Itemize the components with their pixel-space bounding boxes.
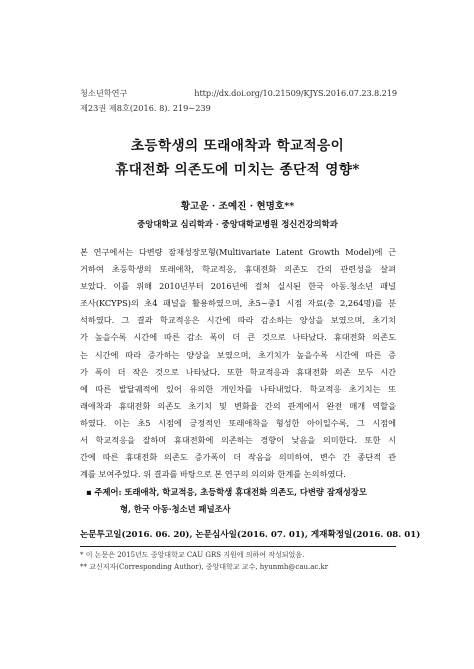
abstract-line: 가 폭이 더 작은 것으로 나타났다. 또한 학교적응과 휴대전화 의존 모두 시간 (80, 366, 396, 377)
abstract-line: 가 높을수록 시간에 따른 감소 폭이 더 큰 것으로 나타났다. 휴대전화 의존도 (80, 332, 396, 343)
affiliation: 중앙대학교 심리학과 · 중앙대학교병원 정신건강의학과 (137, 219, 338, 229)
title-line-2: 휴대전화 의존도에 미치는 종단적 영향* (115, 162, 360, 178)
abstract-line: 에 따른 발달궤적에 있어 유의한 개인차를 나타내었다. 학교적응 초기치는 또 (80, 383, 396, 394)
abstract-line: 서 학교적응을 잘하며 휴대전화에 의존하는 경향이 낮음을 의미한다. 또한 시 (80, 435, 396, 446)
abstract-line: 조사(KCYPS)의 초4 패널을 활용하였으며, 초5~중1 시점 자료(총 2,264명)를 분 (80, 298, 396, 309)
footnote-corresponding-author: ** 교신저자(Corresponding Author), 중앙대학교 교수, hyunmh@cau.ac.kr (80, 563, 329, 571)
keywords (86, 484, 398, 518)
footnote-divider (80, 546, 396, 547)
abstract-line: 석하였다. 그 결과 학교적응은 시간에 따라 감소하는 양상을 보였으며, 초기치 (80, 315, 396, 326)
journal-name: 청소년학연구 (80, 88, 128, 98)
abstract-line: 는 시간에 따라 증가하는 양상을 보였으며, 초기치가 높을수록 시간에 따른 증 (80, 349, 396, 360)
abstract-line: 거하여 초등학생의 또래애착, 학교적응, 휴대전화 의존도 간의 관련성을 살펴 (80, 264, 396, 275)
keywords-line-2: 형, 한국 아동·청소년 패널조사 (120, 504, 231, 514)
title-line-1: 초등학생의 또래애착과 학교적응이 (130, 138, 345, 154)
abstract-line: 간에 따른 휴대전화 의존도 증가폭이 더 작음을 의미하여, 변수 간 종단적 관 (80, 452, 396, 463)
submission-dates: 논문투고일(2016. 06. 20), 논문심사일(2016. 07. 01), 게재확정일(2016. 08. 01) (80, 530, 421, 540)
abstract-line: 하였다. 이는 초5 시점에 긍정적인 또래애착을 형성한 아이일수록, 그 시점에 (80, 417, 396, 428)
authors: 황고운 · 조예진 · 현명호** (180, 201, 295, 212)
keywords-line-1: ▪ 주제어: 또래애착, 학교적응, 초등학생 휴대전화 의존도, 다변량 잠재성장모 (86, 487, 367, 497)
abstract-line: 계를 보여주었다. 위 결과를 바탕으로 본 연구의 의의와 한계를 논의하였다. (80, 469, 346, 480)
abstract (80, 244, 396, 483)
doi-link[interactable]: http://dx.doi.org/10.21509/KJYS.2016.07.23.8.219 (194, 88, 397, 98)
footnote-funding: * 이 논문은 2015년도 중앙대학교 CAU GRS 지원에 의하여 작성되었음. (80, 551, 305, 559)
abstract-line: 본 연구에서는 다변량 잠재성장모형(Multivariate Latent Growth Model)에 근 (80, 247, 396, 257)
volume-info: 제23권 제8호(2016. 8). 219∼239 (80, 103, 211, 113)
abstract-line: 보았다. 이를 위해 2010년부터 2016년에 걸쳐 실시된 한국 아동.청소년 패널 (80, 281, 396, 292)
abstract-line: 래애착과 휴대전화 의존도 초기치 및 변화율 간의 관계에서 완전 매개 역할을 (80, 400, 396, 411)
